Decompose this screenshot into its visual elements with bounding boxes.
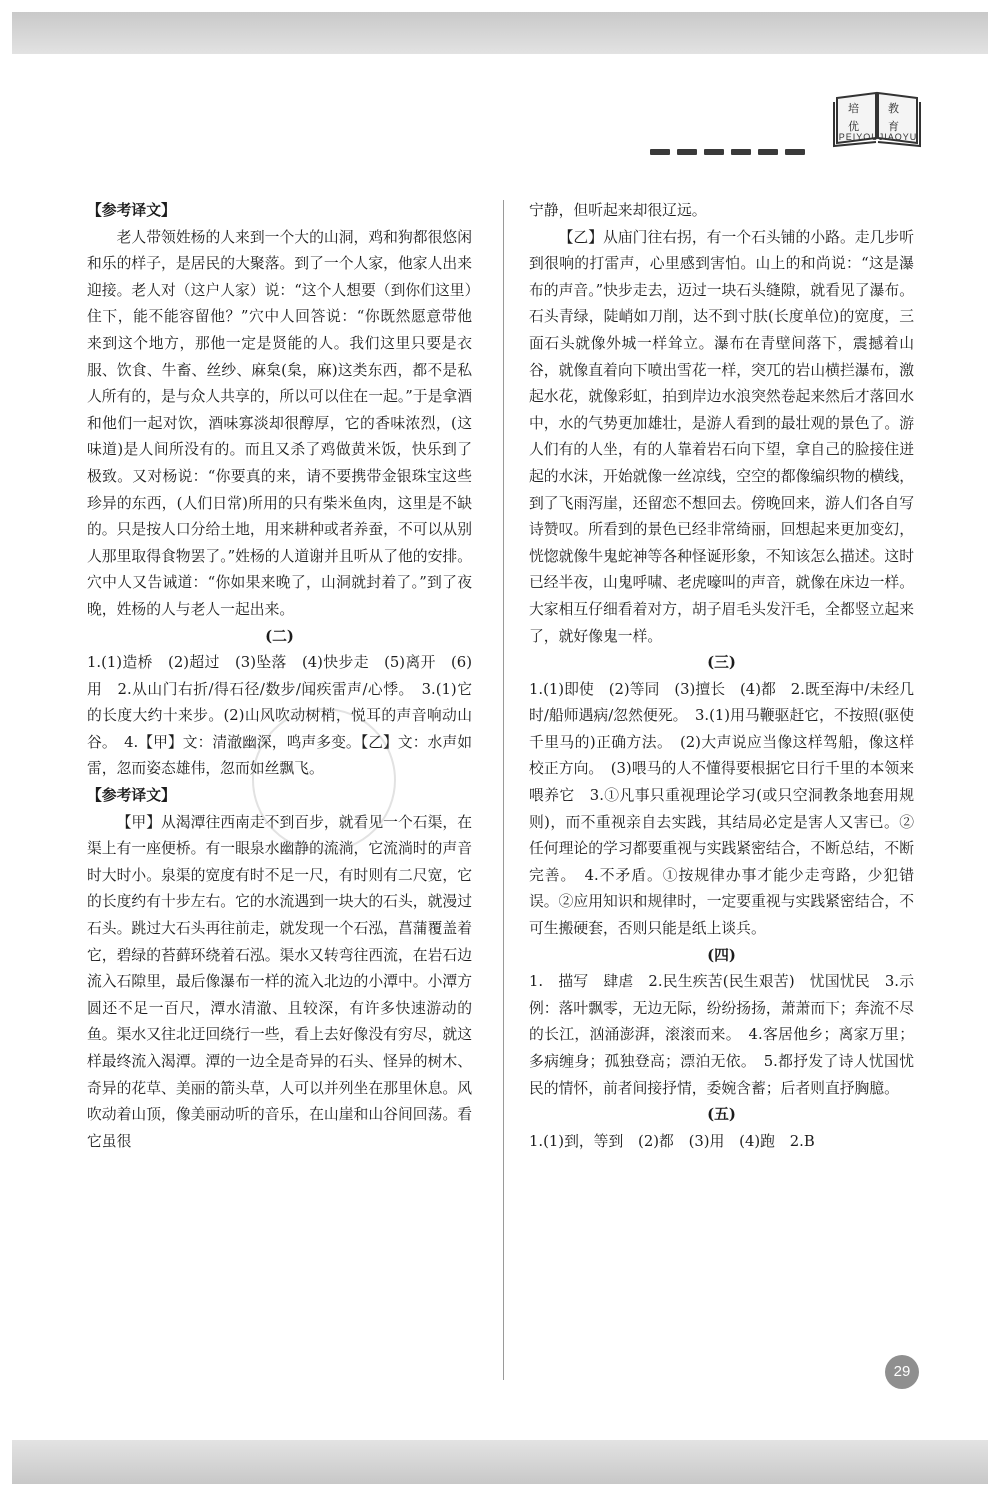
column-divider <box>503 200 504 1380</box>
answers-paragraph: 1. 描写 肆虐 2.民生疾苦(民生艰苦) 忧国忧民 3.示例：落叶飘零，无边无际，纷纷扬扬，萧萧而下；奔流不尽的长江，汹涌澎湃，滚滚而来。 4.客居他乡；离家万里；多病缠身；孤独登高；漂泊无依。 5.都抒发了诗人忧国忧民的情怀，前者间接抒情，委婉含蓄；后者则直抒胸臆。 <box>529 973 914 1097</box>
bottom-gray-band <box>12 1440 988 1484</box>
translation-paragraph: 老人带领姓杨的人来到一个大的山洞，鸡和狗都很悠闲和乐的样子，是居民的大聚落。到了一个人家，他家人出来迎接。老人对（这户人家）说：“这个人想要（到你们这里）住下，能不能容留他？”穴中人回答说：“你既然愿意带他来到这个地方，那他一定是贤能的人。我们这里只要是衣服、饮食、牛畜、丝纱、麻枲(枲，麻)这类东西，都不是私人所有的，是与众人共享的，所以可以住在一起。”于是拿酒和他们一起对饮，酒味寡淡却很醇厚，它的香味浓烈，(这味道)是人间所没有的。而且又杀了鸡做黄米饭，快乐到了极致。又对杨说：“你要真的来，请不要携带金银珠宝这些珍异的东西，(人们日常)所用的只有柴米鱼肉，这里是不缺的。只是按人口分给土地，用来耕种或者养蚕，不可以从别人那里取得食物罢了。”姓杨的人道谢并且听从了他的安排。穴中人又告诫道：“你如果来晚了，山洞就封着了。”到了夜晚，姓杨的人与老人一起出来。 <box>87 228 472 618</box>
section-title: (三) <box>707 654 736 672</box>
logo-char: 培 <box>848 102 859 115</box>
logo-char: 优 <box>848 120 859 133</box>
top-gray-band <box>12 12 988 54</box>
right-column <box>529 198 914 1155</box>
translation-paragraph: 【甲】从渴潭往西南走不到百步，就看见一个石渠，在渠上有一座便桥。有一眼泉水幽静的流淌，它流淌时的声音时大时小。泉渠的宽度有时不足一尺，有时则有二尺宽，它的长度约有十步左右。它的水流遇到一块大的石头，就漫过石头。跳过大石头再往前走，就发现一个石泓，菖蒲覆盖着它，碧绿的苔藓环绕着石泓。渠水又转弯往西流，在岩石边流入石隙里，最后像瀑布一样的流入北边的小潭中。小潭方圆还不足一百尺，潭水清澈、且较深，有许多快速游动的鱼。渠水又往北迂回绕行一些，看上去好像没有穷尽，就这样最终流入渴潭。潭的一边全是奇异的石头、怪异的树木、奇异的花草、美丽的箭头草，人可以并列坐在那里休息。风吹动着山顶，像美丽动听的音乐，在山崖和山谷间回荡。看它虽很 <box>87 813 472 1150</box>
section-title: (五) <box>707 1106 736 1124</box>
dash <box>704 149 724 155</box>
answers-paragraph: 1.(1)造桥 (2)超过 (3)坠落 (4)快步走 (5)离开 (6)用 2.从山门右折/得石径/数步/闻疾雷声/心悸。 3.(1)它的长度大约十来步。(2)山风吹动树梢，悦耳的声音响动山谷。 4.【甲】文：清澈幽深，鸣声多变。【乙】文：水声如雷，忽而姿态雄伟，忽而如丝飘飞。 <box>87 654 472 778</box>
answers-paragraph: 1.(1)到，等到 (2)都 (3)用 (4)跑 2.B <box>529 1132 815 1150</box>
watermark-stamp <box>252 708 396 852</box>
translation-heading: 【参考译文】 <box>87 202 176 219</box>
left-column <box>87 198 472 1155</box>
dash <box>731 149 751 155</box>
translation-heading: 【参考译文】 <box>87 787 176 805</box>
dash <box>677 149 697 155</box>
translation-paragraph: 宁静，但听起来却很辽远。 <box>529 202 707 219</box>
decorative-dashes <box>650 140 812 159</box>
answers-paragraph: 1.(1)即使 (2)等同 (3)擅长 (4)都 2.既至海中/未经几时/船师遇病/忽然便死。 3.(1)用马鞭驱赶它，不按照(驱使千里马的)正确方法。 (2)大声说应当像这样驾船，像这样校正方向。 (3)喂马的人不懂得要根据它日行千里的本领来喂养它 3.①凡事只重视理论学习(或只空洞教条地套用规则)，而不重视亲自去实践，其结局必定是害人又害已。②任何理论的学习都要重视与实践紧密结合，不断总结，不断完善。 4.不矛盾。①按规律办事才能少走弯路，少犯错误。②应用知识和规律时，一定要重视与实践紧密结合，不可生搬硬套，否则只能是纸上谈兵。 <box>529 680 914 938</box>
dash <box>650 149 670 155</box>
logo-char: 教 <box>888 102 899 115</box>
dash <box>758 149 778 155</box>
page-number: 29 <box>885 1355 919 1389</box>
dash <box>785 149 805 155</box>
section-title: (二) <box>265 627 294 645</box>
translation-paragraph: 【乙】从庙门往右拐，有一个石头铺的小路。走几步听到很响的打雷声，心里感到害怕。山上的和尚说：“这是瀑布的声音。”快步走去，迈过一块石头缝隙，就看见了瀑布。石头青绿，陡峭如刀削，达不到寸肤(长度单位)的宽度，三面石头就像外城一样耸立。瀑布在青壁间落下，震撼着山谷，就像直着向下喷出雪花一样，突兀的岩山横拦瀑布，激起水花，就像彩虹，拍到岸边水浪突然卷起来然后才落回水中，水的气势更加雄壮，是游人看到的最壮观的景色了。游人们有的人坐，有的人靠着岩石向下望，拿自己的脸接住迸起的水沫，开始就像一丝凉线，空空的都像编织物的横线，到了飞雨泻崖，还留恋不想回去。傍晚回来，游人们各自写诗赞叹。所看到的景色已经非常绮丽，回想起来更加变幻，恍惚就像牛鬼蛇神等各种怪诞形象，不知该怎么描述。这时已经半夜，山鬼呼啸、老虎嚎叫的声音，就像在床边一样。大家相互仔细看着对方，胡子眉毛头发汗毛，全都竖立起来了，就好像鬼一样。 <box>529 228 914 645</box>
section-title: (四) <box>707 946 736 964</box>
logo-char: 育 <box>888 120 899 133</box>
logo-subtitle: PEIYOUJIAOYU <box>838 132 918 142</box>
